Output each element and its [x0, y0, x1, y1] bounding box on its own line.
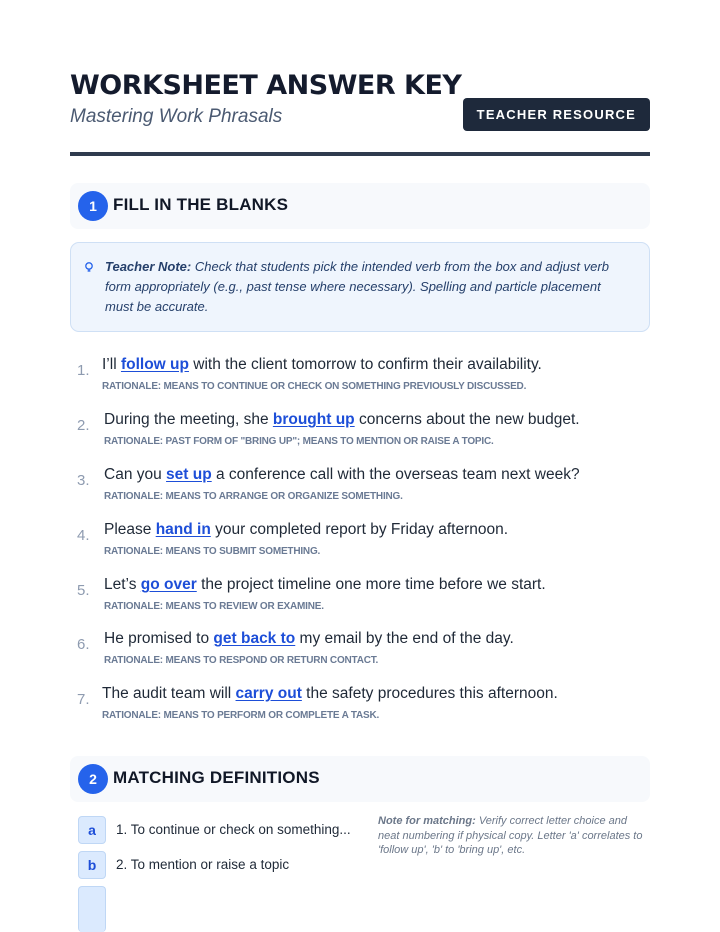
answer-phrase: follow up — [120, 356, 189, 373]
teacher-resource-badge: TEACHER RESOURCE — [463, 98, 650, 131]
matching-row — [70, 851, 370, 879]
item-sentence — [102, 356, 542, 374]
page-subtitle: Mastering Work Phrasals — [70, 106, 283, 127]
rationale-text: RATIONALE: MEANS TO SUBMIT SOMETHING. — [104, 546, 321, 557]
section-number-badge: 2 — [78, 764, 108, 794]
list-item — [70, 521, 650, 571]
item-number: 1. — [77, 362, 90, 379]
list-item — [70, 466, 650, 516]
item-sentence — [104, 466, 580, 484]
rationale-text: RATIONALE: MEANS TO RESPOND OR RETURN CONTACT. — [104, 655, 379, 666]
answer-phrase: go over — [140, 576, 197, 593]
sentence-after: concerns about the new budget. — [354, 411, 580, 428]
section-header-fill-blanks — [70, 183, 650, 229]
answer-phrase: set up — [166, 466, 212, 483]
list-item — [70, 356, 650, 406]
answer-phrase: brought up — [272, 411, 355, 428]
sentence-before: Let’s — [104, 576, 141, 593]
item-sentence — [104, 411, 580, 429]
header-divider — [70, 152, 650, 156]
item-number: 6. — [77, 636, 90, 653]
sentence-after: your completed report by Friday afternoon. — [210, 521, 509, 538]
sentence-before: I’ll — [102, 356, 121, 373]
answer-phrase: hand in — [155, 521, 211, 538]
sentence-after: my email by the end of the day. — [295, 630, 514, 647]
matching-row — [70, 816, 370, 844]
item-number: 4. — [77, 527, 90, 544]
section-header-matching — [70, 756, 650, 802]
item-sentence — [102, 685, 558, 703]
rationale-text: RATIONALE: PAST FORM OF "BRING UP"; MEANS TO MENTION OR RAISE A TOPIC. — [104, 436, 494, 447]
sentence-before: Please — [104, 521, 156, 538]
item-sentence — [104, 521, 508, 539]
rationale-text: RATIONALE: MEANS TO ARRANGE OR ORGANIZE SOMETHING. — [104, 491, 403, 502]
page-title: WORKSHEET ANSWER KEY — [70, 70, 462, 101]
matching-note-body: Verify correct letter choice and neat numbering if physical copy. Letter 'a' correlates to 'follow up', 'b' to 'bring up', etc. — [378, 815, 643, 856]
definition-text: 2. To mention or raise a topic — [116, 857, 290, 872]
item-number: 3. — [77, 472, 90, 489]
answer-phrase: get back to — [213, 630, 296, 647]
list-item — [70, 630, 650, 680]
teacher-note-box — [70, 242, 650, 332]
worksheet-page — [70, 0, 650, 873]
rationale-text: RATIONALE: MEANS TO REVIEW OR EXAMINE. — [104, 601, 324, 612]
sentence-after: a conference call with the overseas team next week? — [211, 466, 580, 483]
list-item — [70, 685, 650, 735]
matching-note — [378, 814, 650, 858]
sentence-after: with the client tomorrow to confirm their availability. — [188, 356, 542, 373]
letter-box-partial — [78, 886, 106, 932]
item-number: 5. — [77, 582, 90, 599]
list-item — [70, 576, 650, 626]
sentence-before: Can you — [104, 466, 167, 483]
teacher-note-label: Teacher Note: — [105, 259, 192, 274]
letter-box: a — [78, 816, 106, 844]
list-item — [70, 411, 650, 461]
sentence-after: the safety procedures this afternoon. — [301, 685, 558, 702]
sentence-before: He promised to — [104, 630, 214, 647]
answer-phrase: carry out — [235, 685, 302, 702]
section-title: MATCHING DEFINITIONS — [113, 768, 320, 787]
teacher-note-text — [105, 257, 625, 317]
rationale-text: RATIONALE: MEANS TO CONTINUE OR CHECK ON SOMETHING PREVIOUSLY DISCUSSED. — [102, 381, 527, 392]
letter-box: b — [78, 851, 106, 879]
sentence-before: During the meeting, she — [104, 411, 273, 428]
item-number: 2. — [77, 417, 90, 434]
item-sentence — [104, 630, 514, 648]
section-title: FILL IN THE BLANKS — [113, 195, 289, 214]
teacher-note-body: Check that students pick the intended verb from the box and adjust verb form appropriately (e.g., past tense where necessary). Spelling and particle placement must be accurate. — [105, 259, 609, 314]
lightbulb-icon — [84, 261, 94, 275]
header — [70, 0, 650, 156]
sentence-after: the project timeline one more time before we start. — [196, 576, 546, 593]
definition-text: 1. To continue or check on something... — [116, 822, 351, 837]
item-sentence — [104, 576, 546, 594]
rationale-text: RATIONALE: MEANS TO PERFORM OR COMPLETE A TASK. — [102, 710, 380, 721]
matching-note-label: Note for matching: — [378, 815, 476, 827]
section-number-badge: 1 — [78, 191, 108, 221]
item-number: 7. — [77, 691, 90, 708]
sentence-before: The audit team will — [102, 685, 236, 702]
